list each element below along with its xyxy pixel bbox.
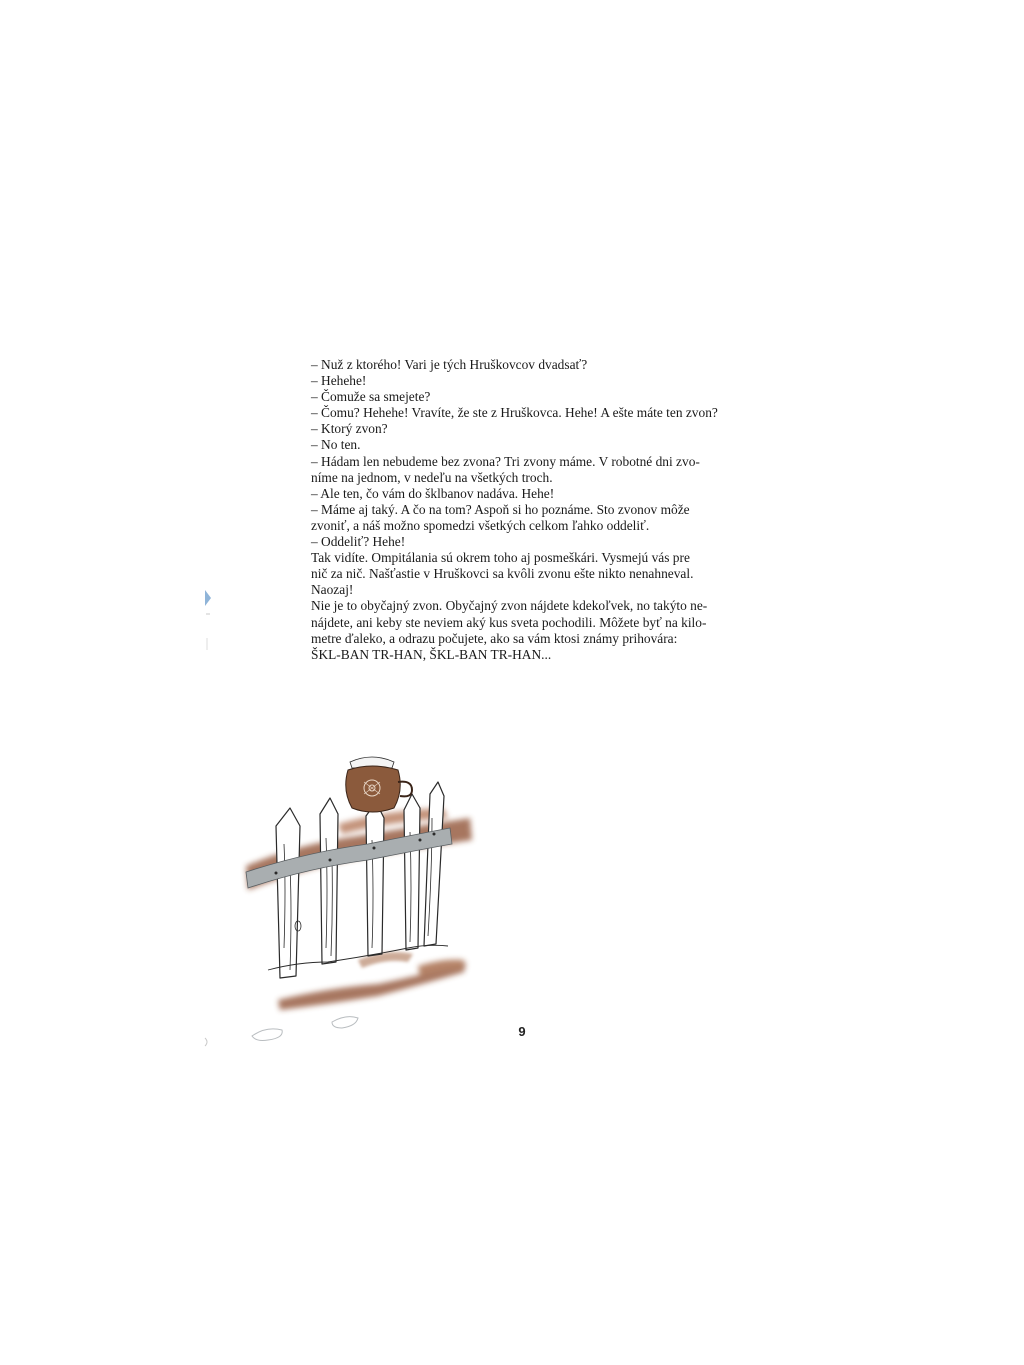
text-line: – Hehehe! [311, 373, 367, 389]
text-line: – No ten. [311, 437, 361, 453]
text-line: nič za nič. Našťastie v Hruškovci sa kvôli zvonu ešte nikto nenahneval. [311, 566, 694, 582]
fence-pickets [276, 782, 444, 978]
text-line: – Oddeliť? Hehe! [311, 534, 406, 550]
text-line: nájdete, ani keby ste neviem aký kus sveta pochodili. Môžete byť na kilo- [311, 614, 707, 630]
text-line: – Čomu? Hehehe! Vravíte, že ste z Hruškovca. Hehe! A ešte máte ten zvon? [311, 405, 718, 421]
text-line: metre ďaleko, a odrazu počujete, ako sa vám ktosi známy prihovára: [311, 630, 678, 646]
page-number: 9 [518, 1024, 526, 1039]
fence-with-pot-illustration [238, 748, 478, 1048]
text-line: – Ktorý zvon? [311, 421, 388, 437]
text-line: Tak vidíte. Ompitálania sú okrem toho aj posmeškári. Vysmejú vás pre [311, 550, 690, 566]
text-line: – Hádam len nebudeme bez zvona? Tri zvony máme. V robotné dni zvo- [311, 453, 700, 469]
text-line: níme na jednom, v nedeľu na všetkých troch. [311, 469, 553, 485]
text-line: – Nuž z ktorého! Vari je tých Hruškovcov dvadsať? [311, 357, 588, 372]
text-line: – Máme aj taký. A čo na tom? Aspoň si ho poznáme. Sto zvonov môže [311, 501, 690, 517]
text-line: Nie je to obyčajný zvon. Obyčajný zvon nájdete kdekoľvek, no takýto ne- [311, 598, 708, 614]
text-line: zvoniť, a náš možno spomedzi všetkých celkom ľahko oddeliť. [311, 517, 650, 533]
text-line: – Čomuže sa smejete? [311, 389, 431, 405]
text-line: ŠKL-BAN TR-HAN, ŠKL-BAN TR-HAN... [311, 646, 552, 662]
page-edge-mark [204, 588, 214, 658]
story-text [311, 357, 747, 663]
pot [346, 757, 412, 812]
text-line: Naozaj! [311, 582, 354, 598]
text-line: – Ale ten, čo vám do šklbanov nadáva. Hehe! [311, 485, 555, 501]
page-edge-mark-bottom [204, 1034, 210, 1044]
